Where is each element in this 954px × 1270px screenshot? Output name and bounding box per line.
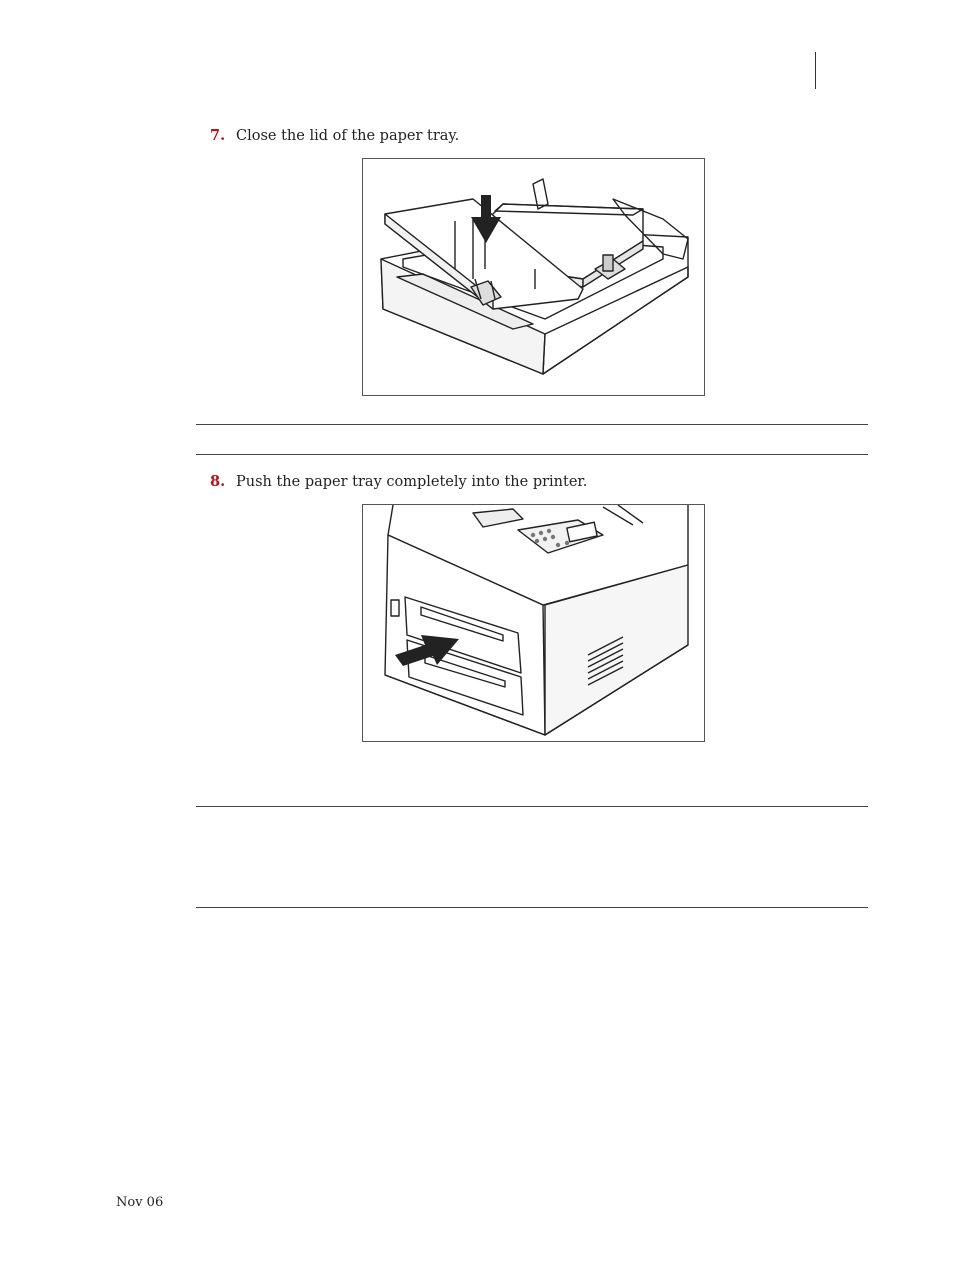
section-rule-2 xyxy=(196,454,868,455)
footer-date: Nov 06 xyxy=(116,1195,164,1210)
paper-tray-lid-closing-illustration xyxy=(363,159,704,395)
paper-tray-insert-illustration xyxy=(363,505,704,741)
section-rule-1 xyxy=(196,424,868,425)
step-7 xyxy=(210,127,459,145)
section-rule-4 xyxy=(196,907,868,908)
step-8-text: Push the paper tray completely into the printer. xyxy=(236,474,588,490)
step-8 xyxy=(210,473,587,491)
step-7-text: Close the lid of the paper tray. xyxy=(236,128,460,144)
section-rule-3 xyxy=(196,806,868,807)
figure-push-tray xyxy=(362,504,705,742)
header-rule xyxy=(815,52,816,89)
figure-close-tray-lid xyxy=(362,158,705,396)
step-8-number: 8. xyxy=(210,473,226,490)
step-7-number: 7. xyxy=(210,127,226,144)
